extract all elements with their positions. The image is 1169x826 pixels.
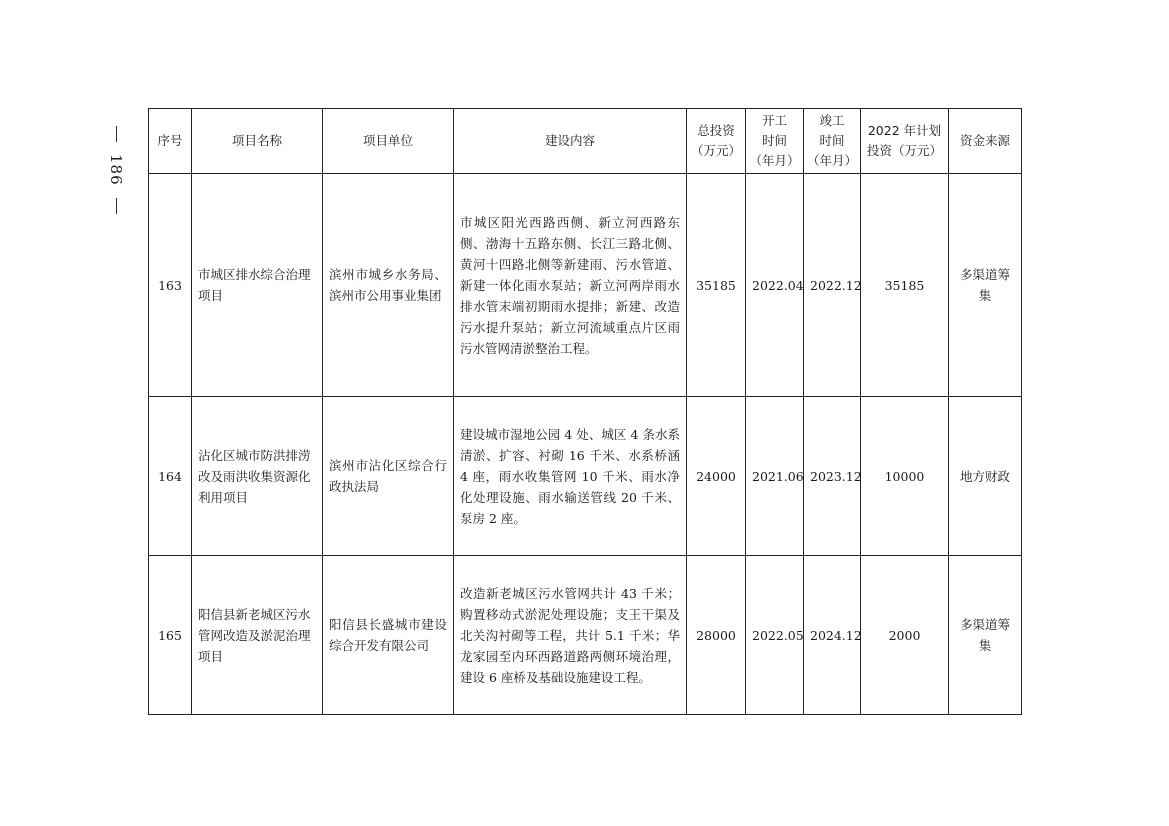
cell-total: 24000 (687, 397, 746, 556)
cell-name: 阳信县新老城区污水管网改造及淤泥治理项目 (192, 556, 323, 715)
header-plan-line1: 2022 年计划 (867, 123, 942, 138)
cell-name: 市城区排水综合治理项目 (192, 174, 323, 397)
header-start (746, 109, 804, 174)
table-header-row (149, 109, 1022, 174)
project-table (148, 108, 1022, 715)
header-plan-line2: 投资（万元） (866, 143, 942, 158)
header-end-line2: 时间 (819, 133, 845, 148)
cell-source: 多渠道筹集 (949, 174, 1022, 397)
cell-source: 地方财政 (949, 397, 1022, 556)
cell-end: 2023.12 (804, 397, 861, 556)
table-row (149, 397, 1022, 556)
cell-seq: 165 (149, 556, 192, 715)
cell-name: 沾化区城市防洪排涝改及雨洪收集资源化利用项目 (192, 397, 323, 556)
header-content: 建设内容 (454, 109, 687, 174)
header-total-line1: 总投资 (697, 123, 735, 138)
page-number (104, 126, 128, 226)
cell-content: 建设城市湿地公园 4 处、城区 4 条水系清淤、扩容、衬砌 16 千米、水系桥涵 4 座，雨水收集管网 10 千米、雨水净化处理设施、雨水输送管线 20 千米、泵房 2 座。 (454, 397, 687, 556)
cell-content: 市城区阳光西路西侧、新立河西路东侧、渤海十五路东侧、长江三路北侧、黄河十四路北侧等新建雨、污水管道、新建一体化雨水泵站；新立河两岸雨水排水管末端初期雨水提排；新建、改造污水提升泵站；新立河流域重点片区雨污水管网清淤整治工程。 (454, 174, 687, 397)
header-start-line3: （年月） (749, 153, 800, 168)
header-end-line3: （年月） (807, 153, 858, 168)
cell-total: 28000 (687, 556, 746, 715)
header-total-line2: （万元） (690, 143, 741, 158)
cell-end: 2022.12 (804, 174, 861, 397)
cell-unit: 滨州市城乡水务局、滨州市公用事业集团 (323, 174, 454, 397)
cell-total: 35185 (687, 174, 746, 397)
page-number-text: 186 (107, 154, 125, 186)
header-plan (861, 109, 949, 174)
header-source: 资金来源 (949, 109, 1022, 174)
page-number-dash-top (116, 126, 117, 142)
header-seq: 序号 (149, 109, 192, 174)
cell-end: 2024.12 (804, 556, 861, 715)
cell-source: 多渠道筹集 (949, 556, 1022, 715)
cell-unit: 阳信县长盛城市建设综合开发有限公司 (323, 556, 454, 715)
cell-content: 改造新老城区污水管网共计 43 千米；购置移动式淤泥处理设施；支王干渠及北关沟衬砌等工程，共计 5.1 千米；华龙家园至内环西路道路两侧环境治理，建设 6 座桥及基础设施建设工程。 (454, 556, 687, 715)
table-row (149, 556, 1022, 715)
header-start-line1: 开工 (761, 113, 787, 128)
cell-plan: 2000 (861, 556, 949, 715)
cell-start: 2021.06 (746, 397, 804, 556)
header-name: 项目名称 (192, 109, 323, 174)
cell-plan: 35185 (861, 174, 949, 397)
cell-plan: 10000 (861, 397, 949, 556)
header-start-line2: 时间 (761, 133, 787, 148)
header-end-line1: 竣工 (819, 113, 845, 128)
page-number-dash-bottom (116, 198, 117, 214)
header-end (804, 109, 861, 174)
cell-start: 2022.04 (746, 174, 804, 397)
cell-seq: 163 (149, 174, 192, 397)
table-row (149, 174, 1022, 397)
cell-unit: 滨州市沾化区综合行政执法局 (323, 397, 454, 556)
header-total (687, 109, 746, 174)
header-unit: 项目单位 (323, 109, 454, 174)
cell-seq: 164 (149, 397, 192, 556)
cell-start: 2022.05 (746, 556, 804, 715)
